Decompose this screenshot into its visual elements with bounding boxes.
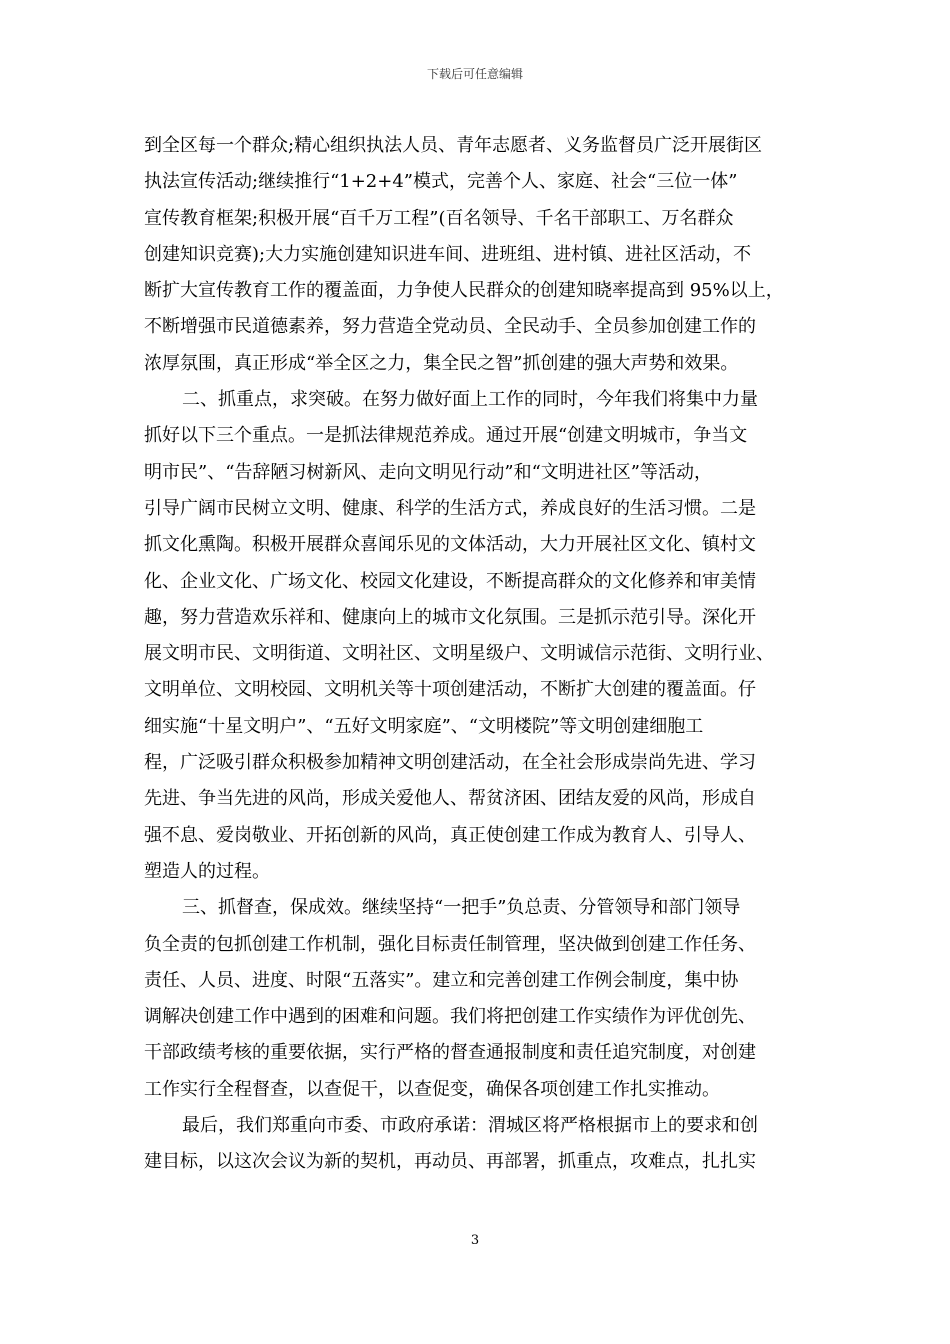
body-line: 展文明市民、文明街道、文明社区、文明星级户、文明诚信示范街、文明行业、 bbox=[144, 643, 774, 665]
body-line: 程，广泛吸引群众积极参加精神文明创建活动，在全社会形成崇尚先进、学习 bbox=[144, 752, 756, 774]
body-line: 宣传教育框架;积极开展“百千万工程”(百名领导、千名干部职工、万名群众 bbox=[144, 207, 734, 229]
body-line: 不断增强市民道德素养，努力营造全党动员、全民动手、全员参加创建工作的 bbox=[144, 316, 756, 338]
body-line: 抓文化熏陶。积极开展群众喜闻乐见的文体活动，大力开展社区文化、镇村文 bbox=[144, 534, 756, 556]
document-body bbox=[144, 128, 810, 1181]
body-line: 负全责的包抓创建工作机制，强化目标责任制管理，坚决做到创建工作任务、 bbox=[144, 933, 756, 955]
body-line: 化、企业文化、广场文化、校园文化建设，不断提高群众的文化修养和审美情 bbox=[144, 570, 756, 592]
paragraph-start-line: 三、抓督查，保成效。继续坚持“一把手”负总责、分管领导和部门领导 bbox=[182, 897, 741, 919]
body-line: 强不息、爱岗敬业、开拓创新的风尚，真正使创建工作成为教育人、引导人、 bbox=[144, 824, 756, 846]
body-line: 创建知识竞赛);大力实施创建知识进车间、进班组、进村镇、进社区活动，不 bbox=[144, 243, 752, 265]
body-line: 干部政绩考核的重要依据，实行严格的督查通报制度和责任追究制度，对创建 bbox=[144, 1042, 756, 1064]
page-header: 下载后可任意编辑 bbox=[426, 67, 523, 81]
body-line: 执法宣传活动;继续推行“1+2+4”模式，完善个人、家庭、社会“三位一体” bbox=[144, 171, 738, 193]
body-line: 浓厚氛围，真正形成“举全区之力，集全民之智”抓创建的强大声势和效果。 bbox=[144, 352, 739, 374]
body-line: 细实施“十星文明户”、“五好文明家庭”、“文明楼院”等文明创建细胞工 bbox=[144, 715, 704, 737]
body-line: 塑造人的过程。 bbox=[144, 860, 270, 882]
body-line: 断扩大宣传教育工作的覆盖面，力争使人民群众的创建知晓率提高到 95%以上， bbox=[144, 280, 784, 302]
body-line: 到全区每一个群众;精心组织执法人员、青年志愿者、义务监督员广泛开展街区 bbox=[144, 135, 763, 156]
body-line: 引导广阔市民树立文明、健康、科学的生活方式，养成良好的生活习惯。二是 bbox=[144, 497, 756, 519]
body-line: 明市民”、“告辞陋习树新风、走向文明见行动”和“文明进社区”等活动， bbox=[144, 461, 713, 483]
body-line: 调解决创建工作中遇到的困难和问题。我们将把创建工作实绩作为评优创先、 bbox=[144, 1006, 756, 1028]
body-line: 先进、争当先进的风尚，形成关爱他人、帮贫济困、团结友爱的风尚，形成自 bbox=[144, 788, 756, 810]
body-line: 抓好以下三个重点。一是抓法律规范养成。通过开展“创建文明城市，争当文 bbox=[144, 425, 748, 447]
body-line: 工作实行全程督查，以查促干，以查促变，确保各项创建工作扎实推动。 bbox=[144, 1078, 720, 1100]
page-number: 3 bbox=[470, 1233, 480, 1248]
body-line: 建目标，以这次会议为新的契机，再动员、再部署，抓重点，攻难点，扎扎实 bbox=[144, 1151, 756, 1173]
body-line: 责任、人员、进度、时限“五落实”。建立和完善创建工作例会制度，集中协 bbox=[144, 969, 739, 991]
body-line: 文明单位、文明校园、文明机关等十项创建活动，不断扩大创建的覆盖面。仔 bbox=[144, 679, 756, 701]
paragraph-start-line: 二、抓重点，求突破。在努力做好面上工作的同时，今年我们将集中力量 bbox=[182, 389, 758, 411]
paragraph-start-line: 最后，我们郑重向市委、市政府承诺：渭城区将严格根据市上的要求和创 bbox=[182, 1115, 758, 1137]
body-line: 趣，努力营造欢乐祥和、健康向上的城市文化氛围。三是抓示范引导。深化开 bbox=[144, 606, 756, 628]
